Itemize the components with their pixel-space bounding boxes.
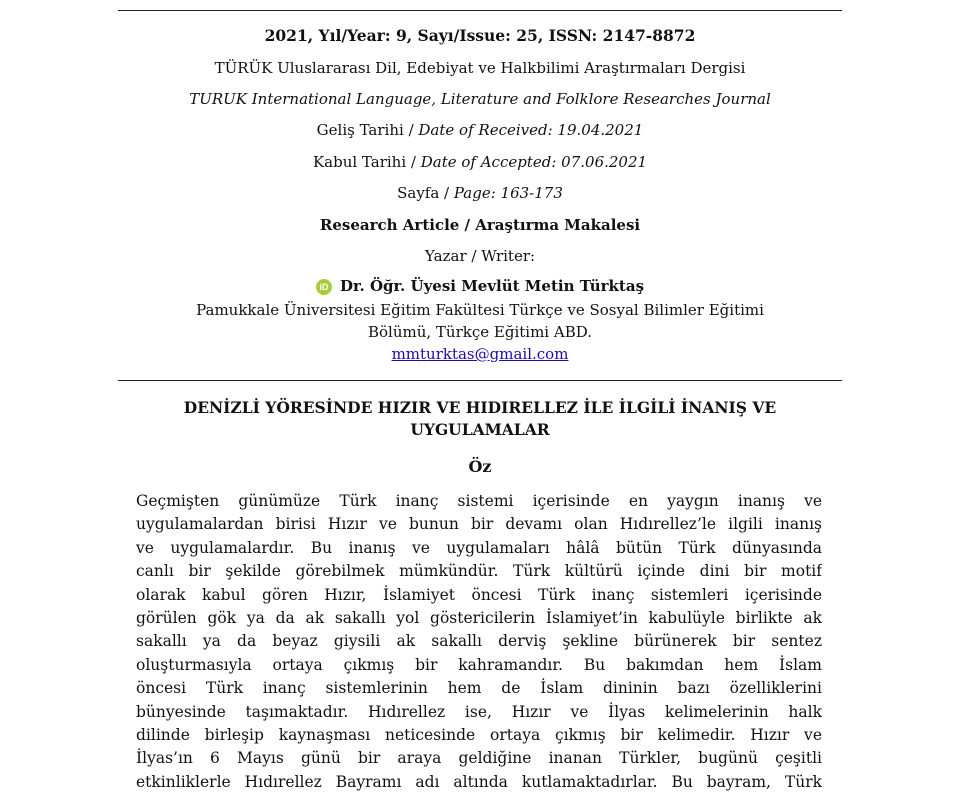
page-range	[0, 183, 960, 203]
abstract-line: görülen gök ya da ak sakallı yol göstericilerin İslamiyet’in kabulüyle birlikte ak	[136, 609, 822, 628]
abstract-line: dilinde birleşip kaynaşması neticesinde ortaya çıkmış bir kelimedir. Hızır ve	[136, 726, 822, 745]
accepted-value: Date of Accepted: 07.06.2021	[420, 153, 648, 171]
article-title-line-2: UYGULAMALAR	[410, 420, 550, 439]
received-label: Geliş Tarihi /	[316, 121, 414, 139]
abstract-line: Geçmişten günümüze Türk inanç sistemi içerisinde en yaygın inanış ve	[136, 492, 822, 510]
orcid-icon[interactable]: iD	[316, 279, 332, 295]
abstract-line: ve uygulamalardır. Bu inanış ve uygulamaları hâlâ bütün Türk dünyasında	[136, 538, 822, 557]
abstract-line: oluşturmasıyla ortaya çıkmış bir kahramandır. Bu bakımdan hem İslam	[136, 655, 822, 674]
email-link[interactable]: mmturktas@gmail.com	[391, 345, 569, 363]
article-title-line-1: DENİZLİ YÖRESİNDE HIZIR VE HIDIRELLEZ İLE İLGİLİ İNANIŞ VE	[183, 398, 777, 417]
abstract-line: sakallı ya da beyaz giysili ak sakallı derviş şekline bürünerek bir sentez	[136, 632, 822, 651]
accepted-date	[0, 152, 960, 172]
abstract-line: İlyas’ın 6 Mayıs günü bir araya geldiğine inanan Türkler, bugünü çeşitli	[136, 749, 822, 768]
abstract-line: öncesi Türk inanç sistemlerinin hem de İslam dininin bazı özelliklerini	[136, 679, 822, 698]
author-name: Dr. Öğr. Üyesi Mevlüt Metin Türktaş	[339, 277, 645, 295]
page-label: Sayfa /	[397, 184, 450, 202]
received-date	[0, 120, 960, 140]
journal-name-en: TURUK International Language, Literature and Folklore Researches Journal	[189, 90, 771, 108]
article-type: Research Article / Araştırma Makalesi	[319, 216, 641, 234]
received-value: Date of Received: 19.04.2021	[418, 121, 644, 139]
author-line	[0, 276, 960, 296]
abstract-line: etkinliklerle Hıdırellez Bayramı adı altında kutlamaktadırlar. Bu bayram, Türk	[136, 772, 822, 791]
abstract-line: bünyesinde taşımaktadır. Hıdırellez ise, Hızır ve İlyas kelimelerinin halk	[136, 702, 822, 721]
affiliation-line-2: Bölümü, Türkçe Eğitimi ABD.	[368, 323, 592, 341]
writer-label: Yazar / Writer:	[424, 247, 536, 265]
abstract-heading: Öz	[468, 457, 492, 476]
accepted-label: Kabul Tarihi /	[312, 153, 416, 171]
author-email	[0, 344, 960, 364]
abstract-line: olarak kabul gören Hızır, İslamiyet öncesi Türk inanç sistemleri içerisinde	[136, 585, 822, 604]
affiliation-line-1: Pamukkale Üniversitesi Eğitim Fakültesi Türkçe ve Sosyal Bilimler Eğitimi	[196, 301, 764, 319]
top-rule	[118, 10, 842, 11]
journal-name-tr: TÜRÜK Uluslararası Dil, Edebiyat ve Halkbilimi Araştırmaları Dergisi	[214, 59, 746, 77]
issue-line: 2021, Yıl/Year: 9, Sayı/Issue: 25, ISSN: 2147-8872	[264, 26, 696, 45]
abstract-line: uygulamalardan birisi Hızır ve bunun bir devamı olan Hıdırellez’le ilgili inanış	[136, 515, 822, 534]
header-divider	[118, 380, 842, 381]
page-value: Page: 163-173	[453, 184, 563, 202]
abstract-line: canlı bir şekilde görebilmek mümkündür. Türk kültürü içinde dini bir motif	[136, 562, 822, 581]
abstract-body	[136, 490, 822, 794]
